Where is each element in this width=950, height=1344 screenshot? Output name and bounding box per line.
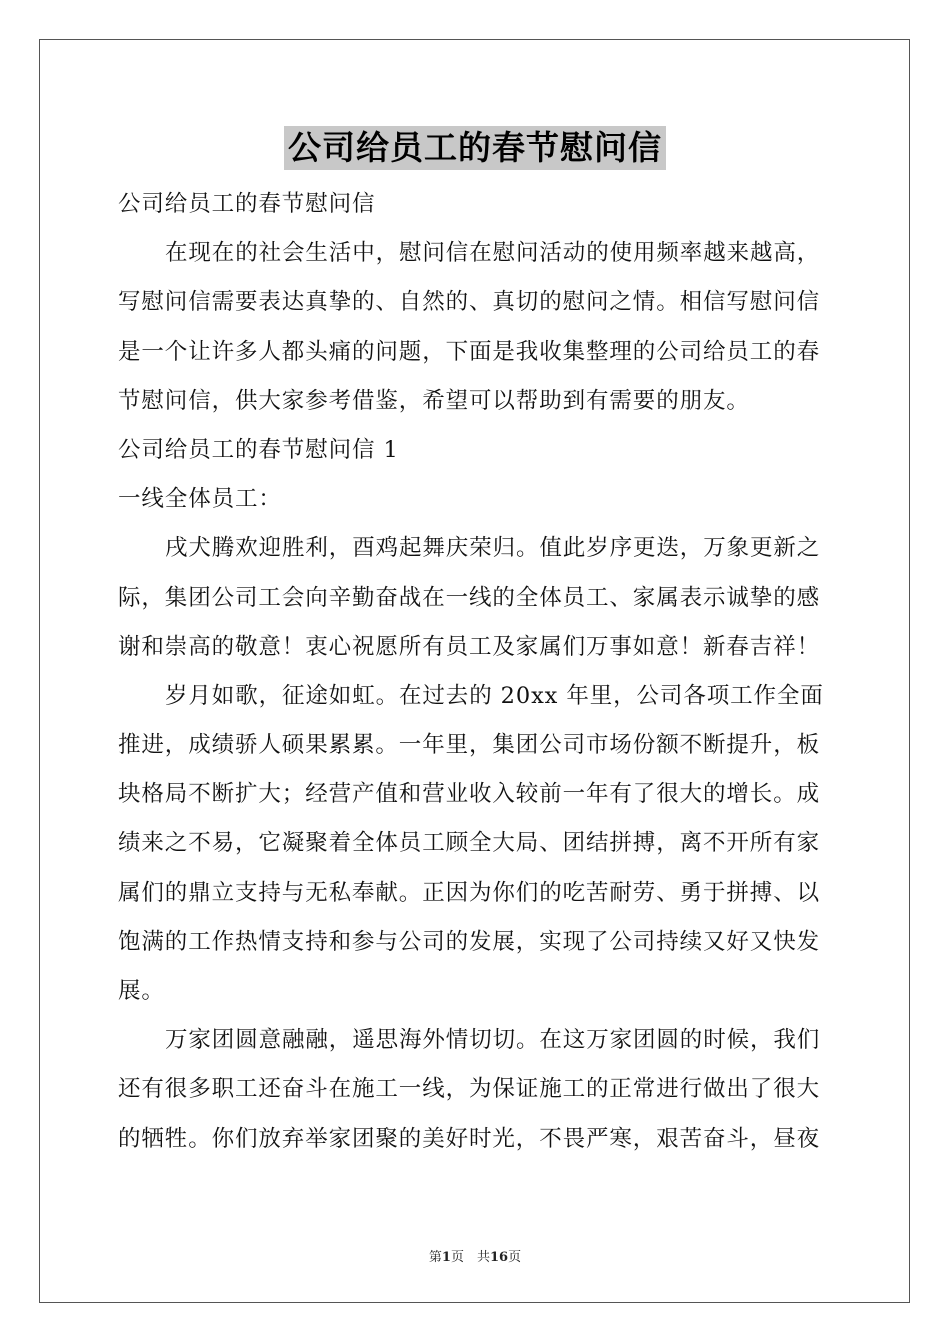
text-line: 公司给员工的春节慰问信	[118, 191, 376, 217]
text-line: 还有很多职工还奋斗在施工一线，为保证施工的正常进行做出了很大	[118, 1076, 821, 1103]
text-line: 在现在的社会生活中，慰问信在慰问活动的使用频率越来越高，	[165, 240, 821, 267]
document-body	[118, 180, 838, 1164]
text-line: 属们的鼎立支持与无私奉献。正因为你们的吃苦耐劳、勇于拼搏、以	[118, 879, 821, 906]
total-page-count: 16	[489, 1250, 509, 1265]
footer-suffix: 页	[508, 1250, 522, 1265]
text-line: 万家团圆意融融，遥思海外情切切。在这万家团圆的时候，我们	[165, 1027, 821, 1054]
title-area	[0, 126, 950, 170]
text-line: 的牺牲。你们放弃举家团聚的美好时光，不畏严寒，艰苦奋斗，昼夜	[118, 1125, 821, 1152]
text-line: 一线全体员工：	[118, 486, 282, 513]
current-page-number: 1	[441, 1250, 451, 1265]
text-line: 岁月如歌，征途如虹。在过去的 20xx 年里，公司各项工作全面	[165, 682, 824, 709]
text-line: 谢和崇高的敬意！衷心祝愿所有员工及家属们万事如意！新春吉祥！	[118, 633, 821, 660]
page-footer	[0, 1246, 950, 1265]
text-line: 节慰问信，供大家参考借鉴，希望可以帮助到有需要的朋友。	[118, 387, 750, 414]
text-line: 推进，成绩骄人硕果累累。一年里，集团公司市场份额不断提升，板	[118, 732, 821, 759]
text-line: 戌犬腾欢迎胜利，酉鸡起舞庆荣归。值此岁序更迭，万象更新之	[165, 535, 821, 562]
text-line: 块格局不断扩大；经营产值和营业收入较前一年有了很大的增长。成	[118, 781, 821, 808]
text-line: 饱满的工作热情支持和参与公司的发展，实现了公司持续又好又快发	[118, 928, 821, 955]
document-title: 公司给员工的春节慰问信	[284, 126, 666, 170]
text-line: 绩来之不易，它凝聚着全体员工顾全大局、团结拼搏，离不开所有家	[118, 830, 821, 857]
text-line: 是一个让许多人都头痛的问题，下面是我收集整理的公司给员工的春	[118, 338, 821, 365]
text-line: 际，集团公司工会向辛勤奋战在一线的全体员工、家属表示诚挚的感	[118, 584, 821, 611]
text-line: 写慰问信需要表达真挚的、自然的、真切的慰问之情。相信写慰问信	[118, 289, 821, 316]
text-line: 展。	[118, 978, 165, 1004]
footer-middle: 页 共	[450, 1250, 490, 1265]
footer-prefix: 第	[428, 1250, 442, 1265]
text-line: 公司给员工的春节慰问信 1	[118, 436, 399, 463]
